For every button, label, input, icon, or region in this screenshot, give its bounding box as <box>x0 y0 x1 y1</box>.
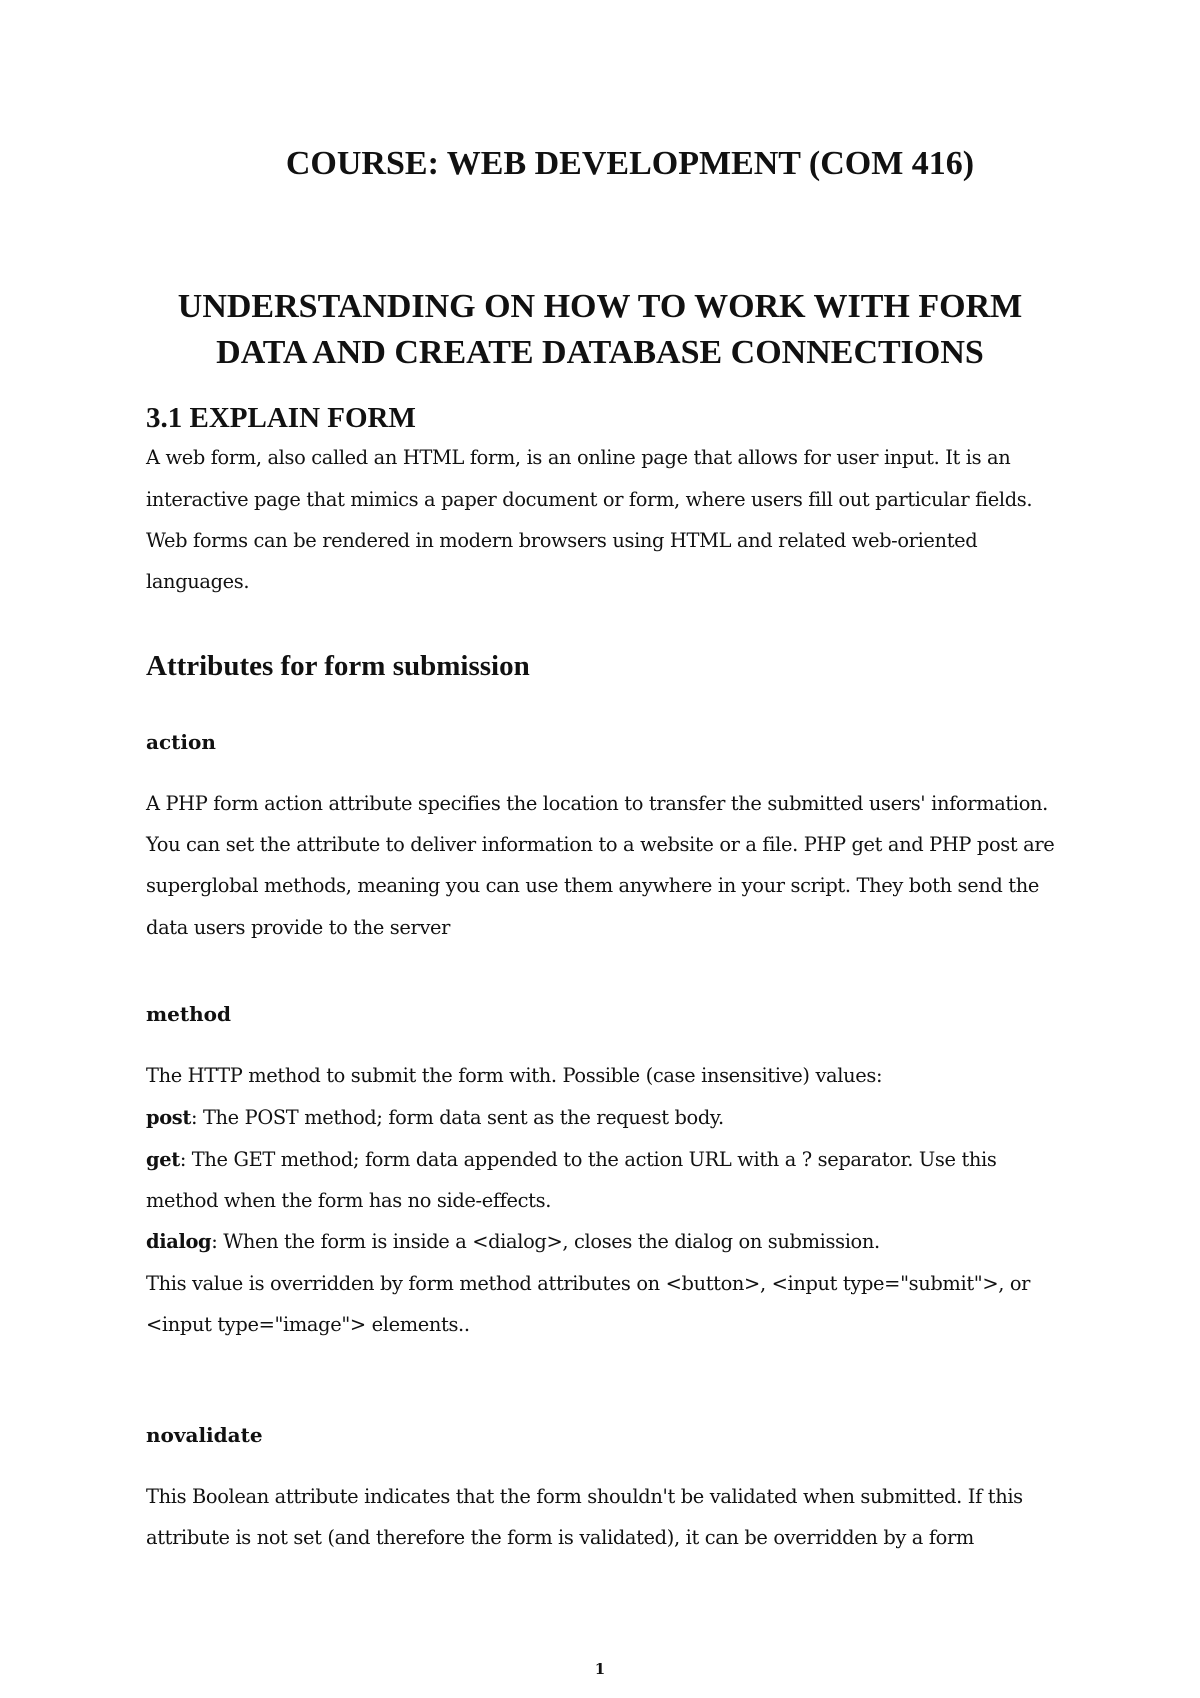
section-text-line: Web forms can be rendered in modern browsers using HTML and related web-oriented <box>146 529 978 552</box>
method-dialog-line <box>146 1230 880 1253</box>
document-title-line-2: DATA AND CREATE DATABASE CONNECTIONS <box>216 334 984 371</box>
method-post-line <box>146 1106 724 1129</box>
section-text-line: A web form, also called an HTML form, is an online page that allows for user input. It is an <box>146 446 1011 469</box>
action-text-line: data users provide to the server <box>146 916 451 939</box>
novalidate-text-line: This Boolean attribute indicates that the form shouldn't be validated when submitted. If this <box>146 1485 1023 1508</box>
action-text-line: A PHP form action attribute specifies the location to transfer the submitted users' information. <box>146 792 1048 815</box>
course-title: COURSE: WEB DEVELOPMENT (COM 416) <box>285 145 975 182</box>
method-intro: The HTTP method to submit the form with. Possible (case insensitive) values: <box>146 1064 883 1087</box>
page-number: 1 <box>594 1660 606 1678</box>
method-override-line: <input type="image"> elements.. <box>146 1313 470 1336</box>
action-text-line: superglobal methods, meaning you can use them anywhere in your script. They both send the <box>146 874 1039 897</box>
novalidate-text-line: attribute is not set (and therefore the form is validated), it can be overridden by a form <box>146 1526 974 1549</box>
section-text-line: interactive page that mimics a paper document or form, where users fill out particular fields. <box>146 488 1033 511</box>
section-text-line: languages. <box>146 570 250 593</box>
method-get-line <box>146 1148 997 1171</box>
method-post-text: : The POST method; form data sent as the request body. <box>190 1106 724 1129</box>
action-attribute-heading: action <box>146 730 216 754</box>
method-override-line: This value is overridden by form method attributes on <button>, <input type="submit">, or <box>146 1272 1031 1295</box>
section-heading: 3.1 EXPLAIN FORM <box>146 402 416 434</box>
method-dialog-text: : When the form is inside a <dialog>, closes the dialog on submission. <box>211 1230 880 1253</box>
method-attribute-heading: method <box>146 1002 231 1026</box>
document-title-line-1: UNDERSTANDING ON HOW TO WORK WITH FORM <box>177 288 1023 325</box>
attributes-heading: Attributes for form submission <box>146 650 530 682</box>
method-get-term: get <box>146 1148 180 1171</box>
method-get-text-cont: method when the form has no side-effects. <box>146 1189 552 1212</box>
method-dialog-term: dialog <box>146 1230 212 1253</box>
novalidate-attribute-heading: novalidate <box>146 1423 263 1447</box>
method-get-text: : The GET method; form data appended to the action URL with a ? separator. Use this <box>179 1148 997 1171</box>
method-post-term: post <box>146 1106 191 1129</box>
action-text-line: You can set the attribute to deliver information to a website or a file. PHP get and PHP post are <box>146 833 1055 856</box>
